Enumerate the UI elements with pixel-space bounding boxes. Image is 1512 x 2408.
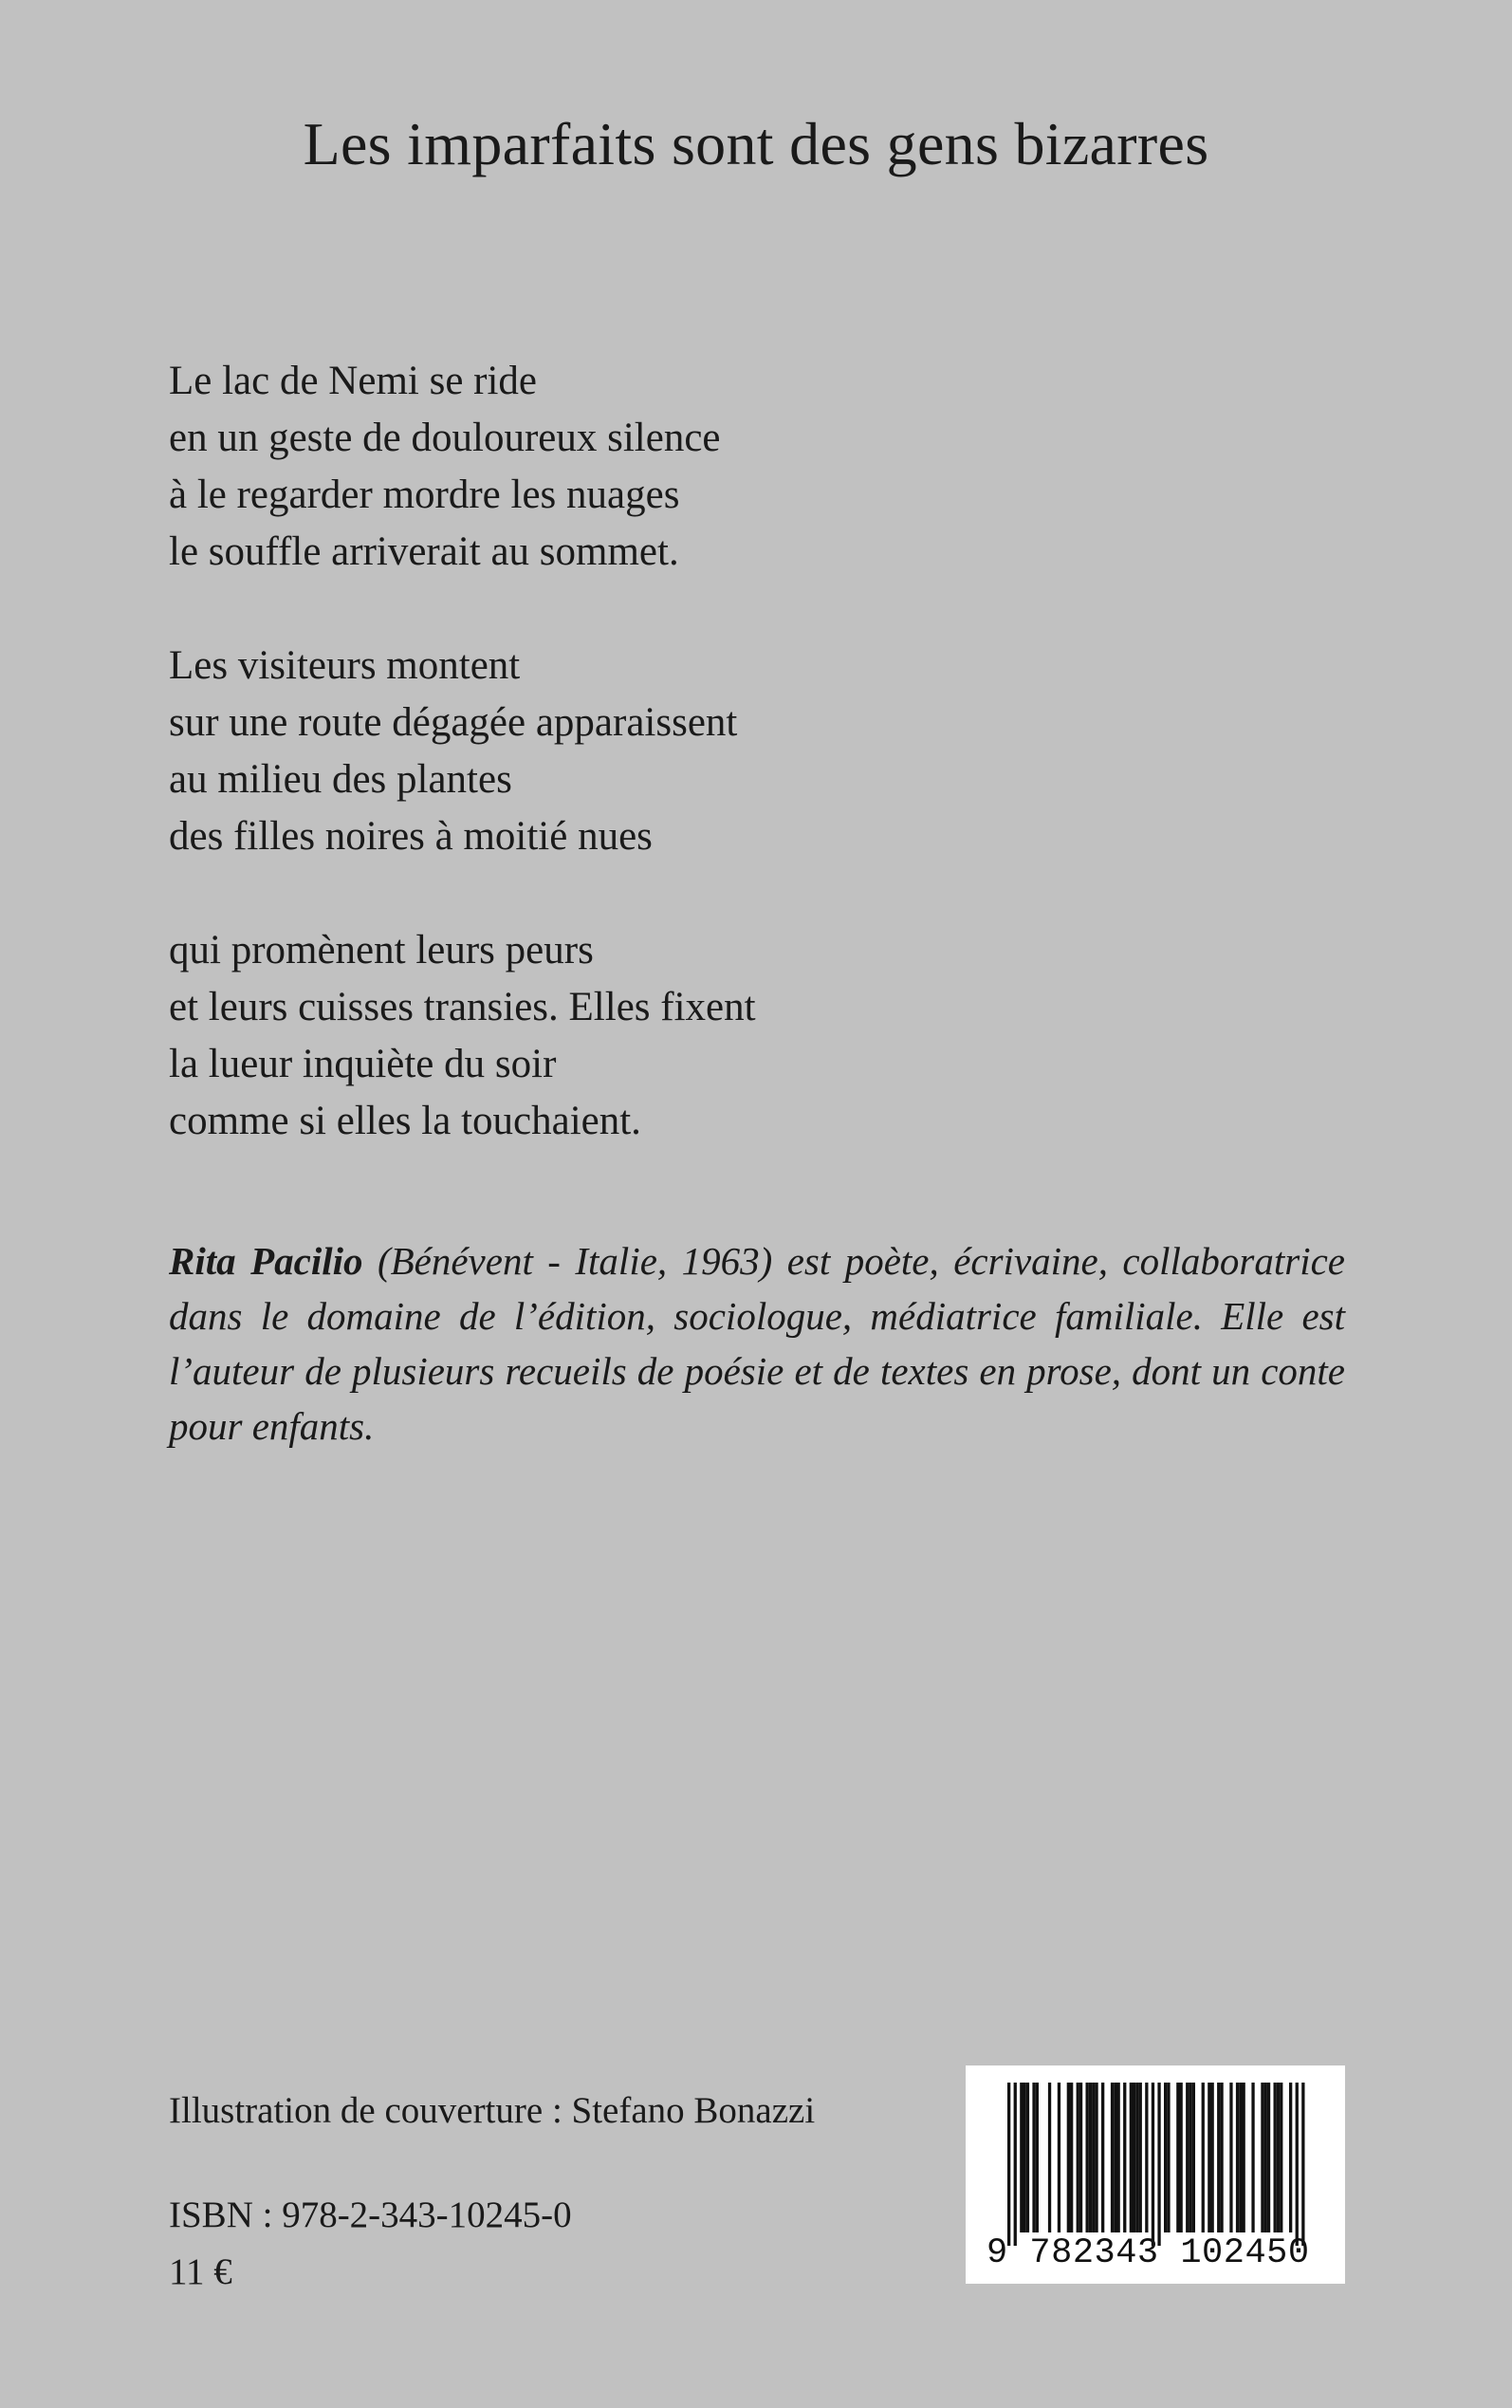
barcode-bar [1164, 2083, 1167, 2232]
barcode-bar [1236, 2083, 1239, 2232]
barcode-bar [1264, 2083, 1267, 2232]
barcode-bar [1101, 2083, 1104, 2232]
poem-line: le souffle arriverait au sommet. [169, 529, 679, 574]
barcode-bar [1217, 2083, 1220, 2232]
barcode-bar [1301, 2083, 1304, 2246]
barcode-bar [1274, 2083, 1277, 2232]
poem-stanza-3 [169, 922, 1345, 1150]
isbn: ISBN : 978-2-343-10245-0 [169, 2195, 572, 2235]
barcode-bar [1208, 2083, 1210, 2232]
barcode-bar [1180, 2083, 1183, 2232]
barcode-bar [1111, 2083, 1114, 2232]
barcode-bar [1280, 2083, 1282, 2232]
barcode-bar [1135, 2083, 1138, 2232]
book-title: Les imparfaits sont des gens bizarres [303, 110, 1209, 177]
illustration-credit: Illustration de couverture : Stefano Bonazzi [169, 2090, 816, 2131]
barcode-digits: 9 782343 102450 [986, 2233, 1310, 2273]
barcode-bar [1277, 2083, 1280, 2232]
barcode-bar [1079, 2083, 1082, 2232]
author-bio-text: (Bénévent - Italie, 1963) est poète, écrivaine, collaboratrice dans le domaine de l’édition, sociologue, médiatrice familiale. Elle est l’auteur de plusieurs recueils de poésie et de textes en prose, dont un conte pour enfants. [169, 1239, 1346, 1448]
barcode-bar [1289, 2083, 1292, 2232]
barcode-bar [1202, 2083, 1205, 2232]
poem-line: au milieu des plantes [169, 757, 512, 802]
poem-stanza-2 [169, 638, 1345, 865]
barcode-bar [1130, 2083, 1133, 2232]
barcode-bar [1229, 2083, 1232, 2232]
poem-line: Le lac de Nemi se ride [169, 359, 538, 403]
barcode-bar [1239, 2083, 1242, 2232]
barcode-bar [1123, 2083, 1126, 2232]
barcode-bar [1139, 2083, 1142, 2232]
poem-line: à le regarder mordre les nuages [169, 472, 680, 517]
poem-line: et leurs cuisses transies. Elles fixent [169, 985, 756, 1029]
barcode-bar [1267, 2083, 1270, 2232]
barcode-bar [1036, 2083, 1039, 2232]
barcode-bar [1020, 2083, 1023, 2232]
poem-line: la lueur inquiète du soir [169, 1042, 557, 1086]
barcode-bar [1261, 2083, 1263, 2232]
barcode-bar [1086, 2083, 1089, 2232]
price: 11 € [169, 2251, 232, 2292]
barcode-bar [1048, 2083, 1051, 2232]
poem-line: en un geste de douloureux silence [169, 416, 721, 460]
barcode-bar [1007, 2083, 1010, 2246]
barcode-bar [1077, 2083, 1079, 2232]
barcode-bar [1058, 2083, 1060, 2232]
barcode-bar [1023, 2083, 1026, 2232]
author-name: Rita Pacilio [169, 1239, 363, 1283]
barcode-bar [1211, 2083, 1214, 2232]
barcode-bar [1032, 2083, 1035, 2232]
barcode-bar [1092, 2083, 1095, 2232]
poem-stanza-1 [169, 353, 1345, 581]
barcode-bar [1176, 2083, 1179, 2232]
barcode-bar [1243, 2083, 1245, 2232]
barcode-bar [1014, 2083, 1017, 2246]
author-bio [169, 1233, 1345, 1454]
barcode [966, 2065, 1345, 2284]
barcode-bar [1026, 2083, 1029, 2232]
barcode-bar [1167, 2083, 1170, 2232]
barcode-bar [1192, 2083, 1195, 2232]
poem-line: sur une route dégagée apparaissent [169, 700, 738, 745]
barcode-bar [1133, 2083, 1135, 2232]
barcode-bar [1067, 2083, 1070, 2232]
barcode-bar [1251, 2083, 1254, 2232]
barcode-bar [1220, 2083, 1223, 2232]
barcode-bar [1157, 2083, 1160, 2246]
barcode-bar [1152, 2083, 1154, 2246]
barcode-bar [1189, 2083, 1191, 2232]
poem-line: Les visiteurs montent [169, 643, 521, 688]
barcode-bar [1089, 2083, 1092, 2232]
barcode-bar [1070, 2083, 1073, 2232]
barcode-bar [1095, 2083, 1097, 2232]
barcode-bar [1145, 2083, 1148, 2232]
barcode-bar [1296, 2083, 1299, 2246]
poem-line: comme si elles la touchaient. [169, 1099, 641, 1143]
poem-line: qui promènent leurs peurs [169, 928, 594, 972]
barcode-bar [1117, 2083, 1120, 2232]
barcode-bar [1186, 2083, 1189, 2232]
barcode-bar [1114, 2083, 1116, 2232]
poem-line: des filles noires à moitié nues [169, 814, 653, 859]
